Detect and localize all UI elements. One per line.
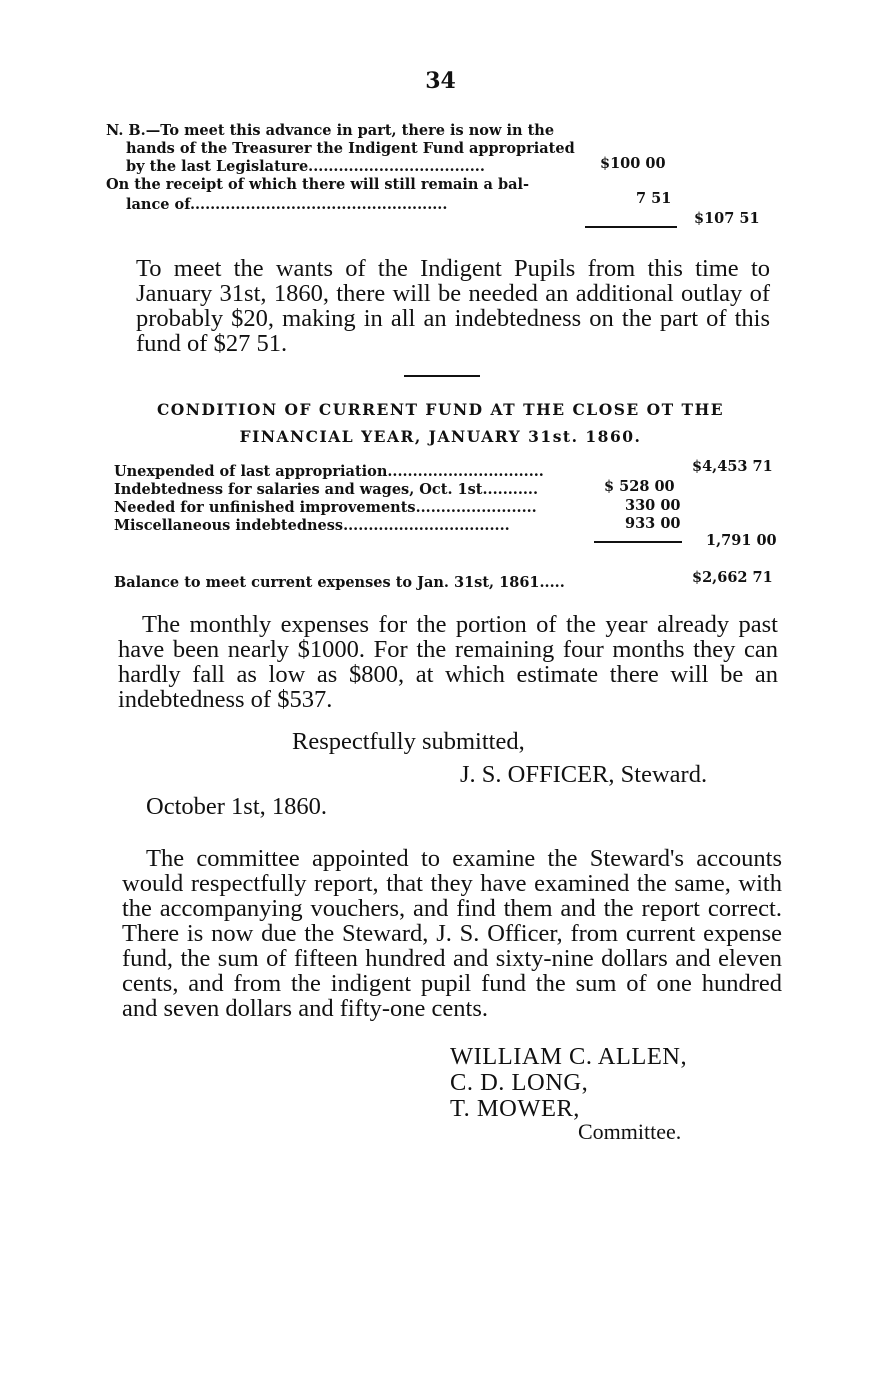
- paragraph-monthly-expenses: The monthly expenses for the portion of the year already past have been nearly $1000. For the remaining four months they can hardly fall as low as $800, at which estimate there will be an indebtedness of $537.: [118, 611, 778, 713]
- condition-row-sub: 933 00: [625, 515, 681, 532]
- condition-row-sub: 330 00: [625, 497, 681, 514]
- condition-row-total: $4,453 71: [692, 458, 773, 475]
- condition-row-label: Needed for unfinished improvements........................: [114, 499, 537, 516]
- paragraph-indigent-pupils: To meet the wants of the Indigent Pupils from this time to January 31st, 1860, there will be needed an additional outlay of probably $20, making in all an indebtedness on the part of this fund of $27 51.: [136, 255, 770, 357]
- nb-amount-balance: 7 51: [636, 190, 672, 207]
- committee-member: WILLIAM C. ALLEN,: [450, 1043, 688, 1070]
- condition-row-label: Miscellaneous indebtedness.................................: [114, 517, 510, 534]
- nb-amount-total: $107 51: [694, 210, 760, 227]
- signatory: J. S. OFFICER, Steward.: [460, 761, 708, 788]
- nb-sum-rule: [585, 226, 677, 228]
- condition-row-label: Indebtedness for salaries and wages, Oct. 1st...........: [114, 481, 539, 498]
- nb-line-1: N. B.—To meet this advance in part, there is now in the: [106, 122, 555, 139]
- page-number: 34: [425, 68, 456, 94]
- balance-label: Balance to meet current expenses to Jan. 31st, 1861.....: [114, 574, 565, 591]
- condition-row-label: Unexpended of last appropriation...............................: [114, 463, 544, 480]
- nb-amount-appropriated: $100 00: [600, 155, 666, 172]
- paragraph-committee-report: The committee appointed to examine the Steward's accounts would respectfully report, that they have examined the same, with the accompanying vouchers, and find them and the report correct. There is now due the Steward, J. S. Officer, from current expense fund, the sum of fifteen hundred and sixty-nine dollars and eleven cents, and from the indigent pupil fund the sum of one hundred and seven dollars and fifty-one cents.: [122, 845, 782, 1022]
- condition-heading-line-2: FINANCIAL YEAR, JANUARY 31st. 1860.: [239, 427, 642, 446]
- nb-line-2: hands of the Treasurer the Indigent Fund appropriated: [126, 140, 575, 157]
- nb-line-3: by the last Legislature...................................: [126, 158, 485, 175]
- nb-line-4: On the receipt of which there will still remain a bal-: [106, 176, 530, 193]
- condition-heading-line-1: CONDITION OF CURRENT FUND AT THE CLOSE OT THE: [156, 400, 725, 419]
- condition-row-sub: $ 528 00: [604, 478, 675, 495]
- nb-line-5: lance of...................................................: [126, 196, 448, 213]
- committee-label: Committee.: [578, 1119, 682, 1144]
- balance-amount: $2,662 71: [692, 569, 773, 586]
- committee-member: T. MOWER,: [450, 1095, 580, 1122]
- date-line: October 1st, 1860.: [146, 793, 327, 820]
- committee-member: C. D. LONG,: [450, 1069, 589, 1096]
- closing-line: Respectfully submitted,: [292, 728, 525, 755]
- condition-sum-rule: [594, 541, 682, 543]
- condition-subtotal: 1,791 00: [706, 532, 777, 549]
- section-divider: [404, 375, 480, 377]
